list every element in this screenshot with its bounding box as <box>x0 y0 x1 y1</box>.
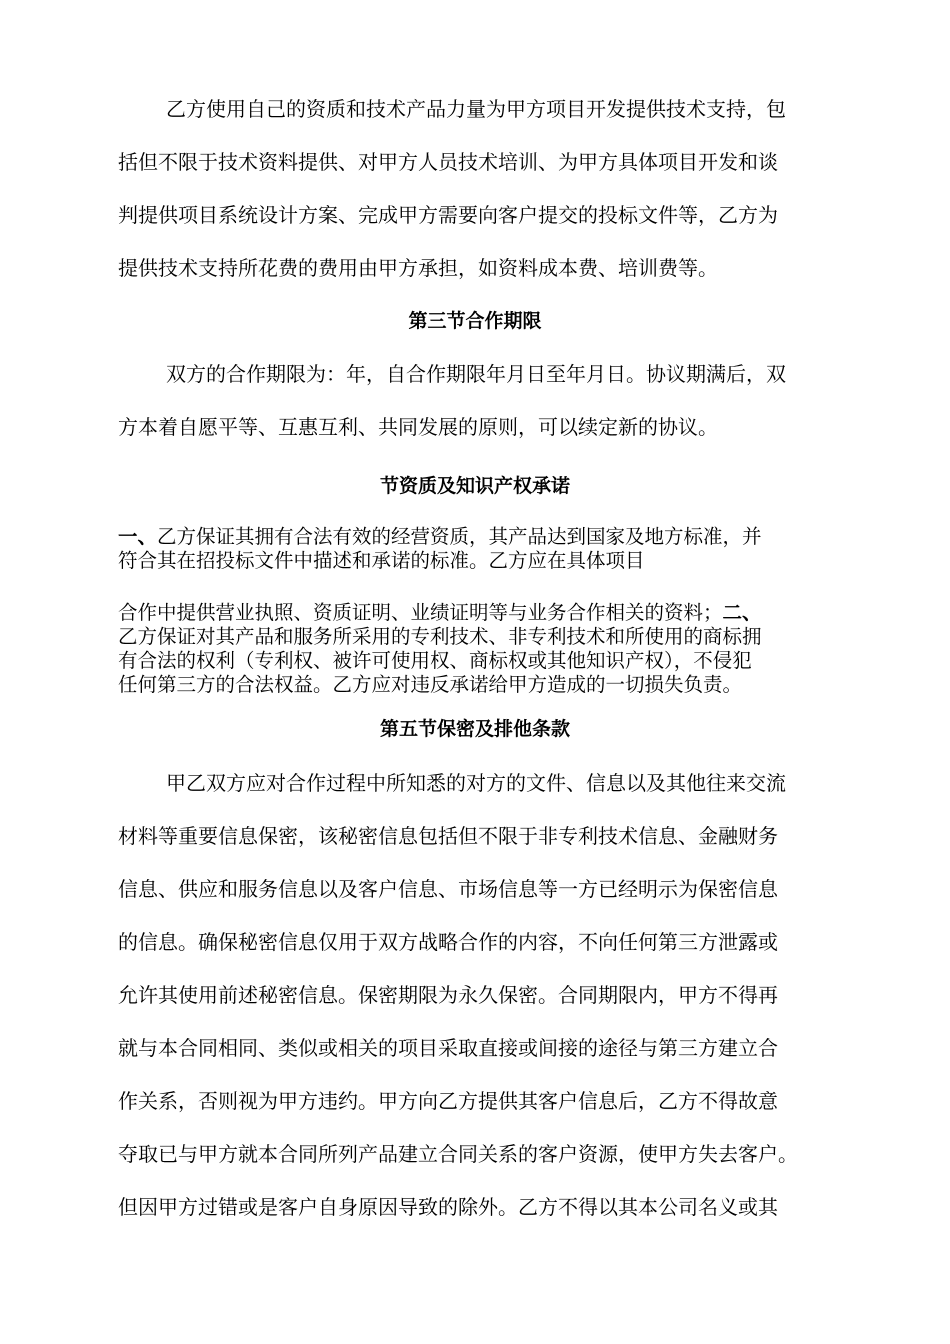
section-heading: 第三节合作期限 <box>408 310 542 332</box>
paragraph-line: 夺取已与甲方就本合同所列产品建立合同关系的客户资源，使甲方失去客户。 <box>118 1142 798 1166</box>
clause-text: 乙方保证其拥有合法有效的经营资质，其产品达到国家及地方标准，并 <box>157 525 762 548</box>
paragraph-line: 信息、供应和服务信息以及客户信息、市场信息等一方已经明示为保密信息 <box>118 877 778 901</box>
clause-line: 乙方保证对其产品和服务所采用的专利技术、非专利技术和所使用的商标拥 <box>118 625 762 648</box>
paragraph-line: 括但不限于技术资料提供、对甲方人员技术培训、为甲方具体项目开发和谈 <box>118 150 778 174</box>
section-heading: 节资质及知识产权承诺 <box>379 475 570 497</box>
clause-line: 符合其在招投标文件中描述和承诺的标准。乙方应在具体项目 <box>118 549 645 572</box>
clause-marker: 二、 <box>722 601 762 624</box>
paragraph-line: 的信息。确保秘密信息仅用于双方战略合作的内容，不向任何第三方泄露或 <box>118 930 778 954</box>
paragraph-line: 就与本合同相同、类似或相关的项目采取直接或间接的途径与第三方建立合 <box>118 1036 778 1060</box>
paragraph-line: 允许其使用前述秘密信息。保密期限为永久保密。合同期限内，甲方不得再 <box>118 983 778 1007</box>
paragraph-line: 双方的合作期限为：年，自合作期限年月日至年月日。协议期满后，双 <box>166 362 786 386</box>
clause-text: 合作中提供营业执照、资质证明、业绩证明等与业务合作相关的资料； <box>118 601 723 624</box>
paragraph-line: 材料等重要信息保密，该秘密信息包括但不限于非专利技术信息、金融财务 <box>118 824 778 848</box>
clause-line <box>118 526 832 548</box>
clause-marker: 一、 <box>118 525 158 548</box>
paragraph-line: 乙方使用自己的资质和技术产品力量为甲方项目开发提供技术支持，包 <box>166 97 786 121</box>
paragraph-line: 但因甲方过错或是客户自身原因导致的除外。乙方不得以其本公司名义或其 <box>118 1195 778 1219</box>
clause-line: 有合法的权利（专利权、被许可使用权、商标权或其他知识产权），不侵犯 <box>118 649 752 672</box>
section-heading: 第五节保密及排他条款 <box>379 718 570 740</box>
clause-line: 任何第三方的合法权益。乙方应对违反承诺给甲方造成的一切损失负责。 <box>118 673 743 696</box>
paragraph-line: 方本着自愿平等、互惠互利、共同发展的原则，可以续定新的协议。 <box>118 415 718 439</box>
clause-line <box>118 602 832 624</box>
paragraph-line: 作关系，否则视为甲方违约。甲方向乙方提供其客户信息后，乙方不得故意 <box>118 1089 778 1113</box>
paragraph-line: 判提供项目系统设计方案、完成甲方需要向客户提交的投标文件等，乙方为 <box>118 203 778 227</box>
paragraph-line: 甲乙双方应对合作过程中所知悉的对方的文件、信息以及其他往来交流 <box>166 771 786 795</box>
paragraph-line: 提供技术支持所花费的费用由甲方承担，如资料成本费、培训费等。 <box>118 256 718 280</box>
